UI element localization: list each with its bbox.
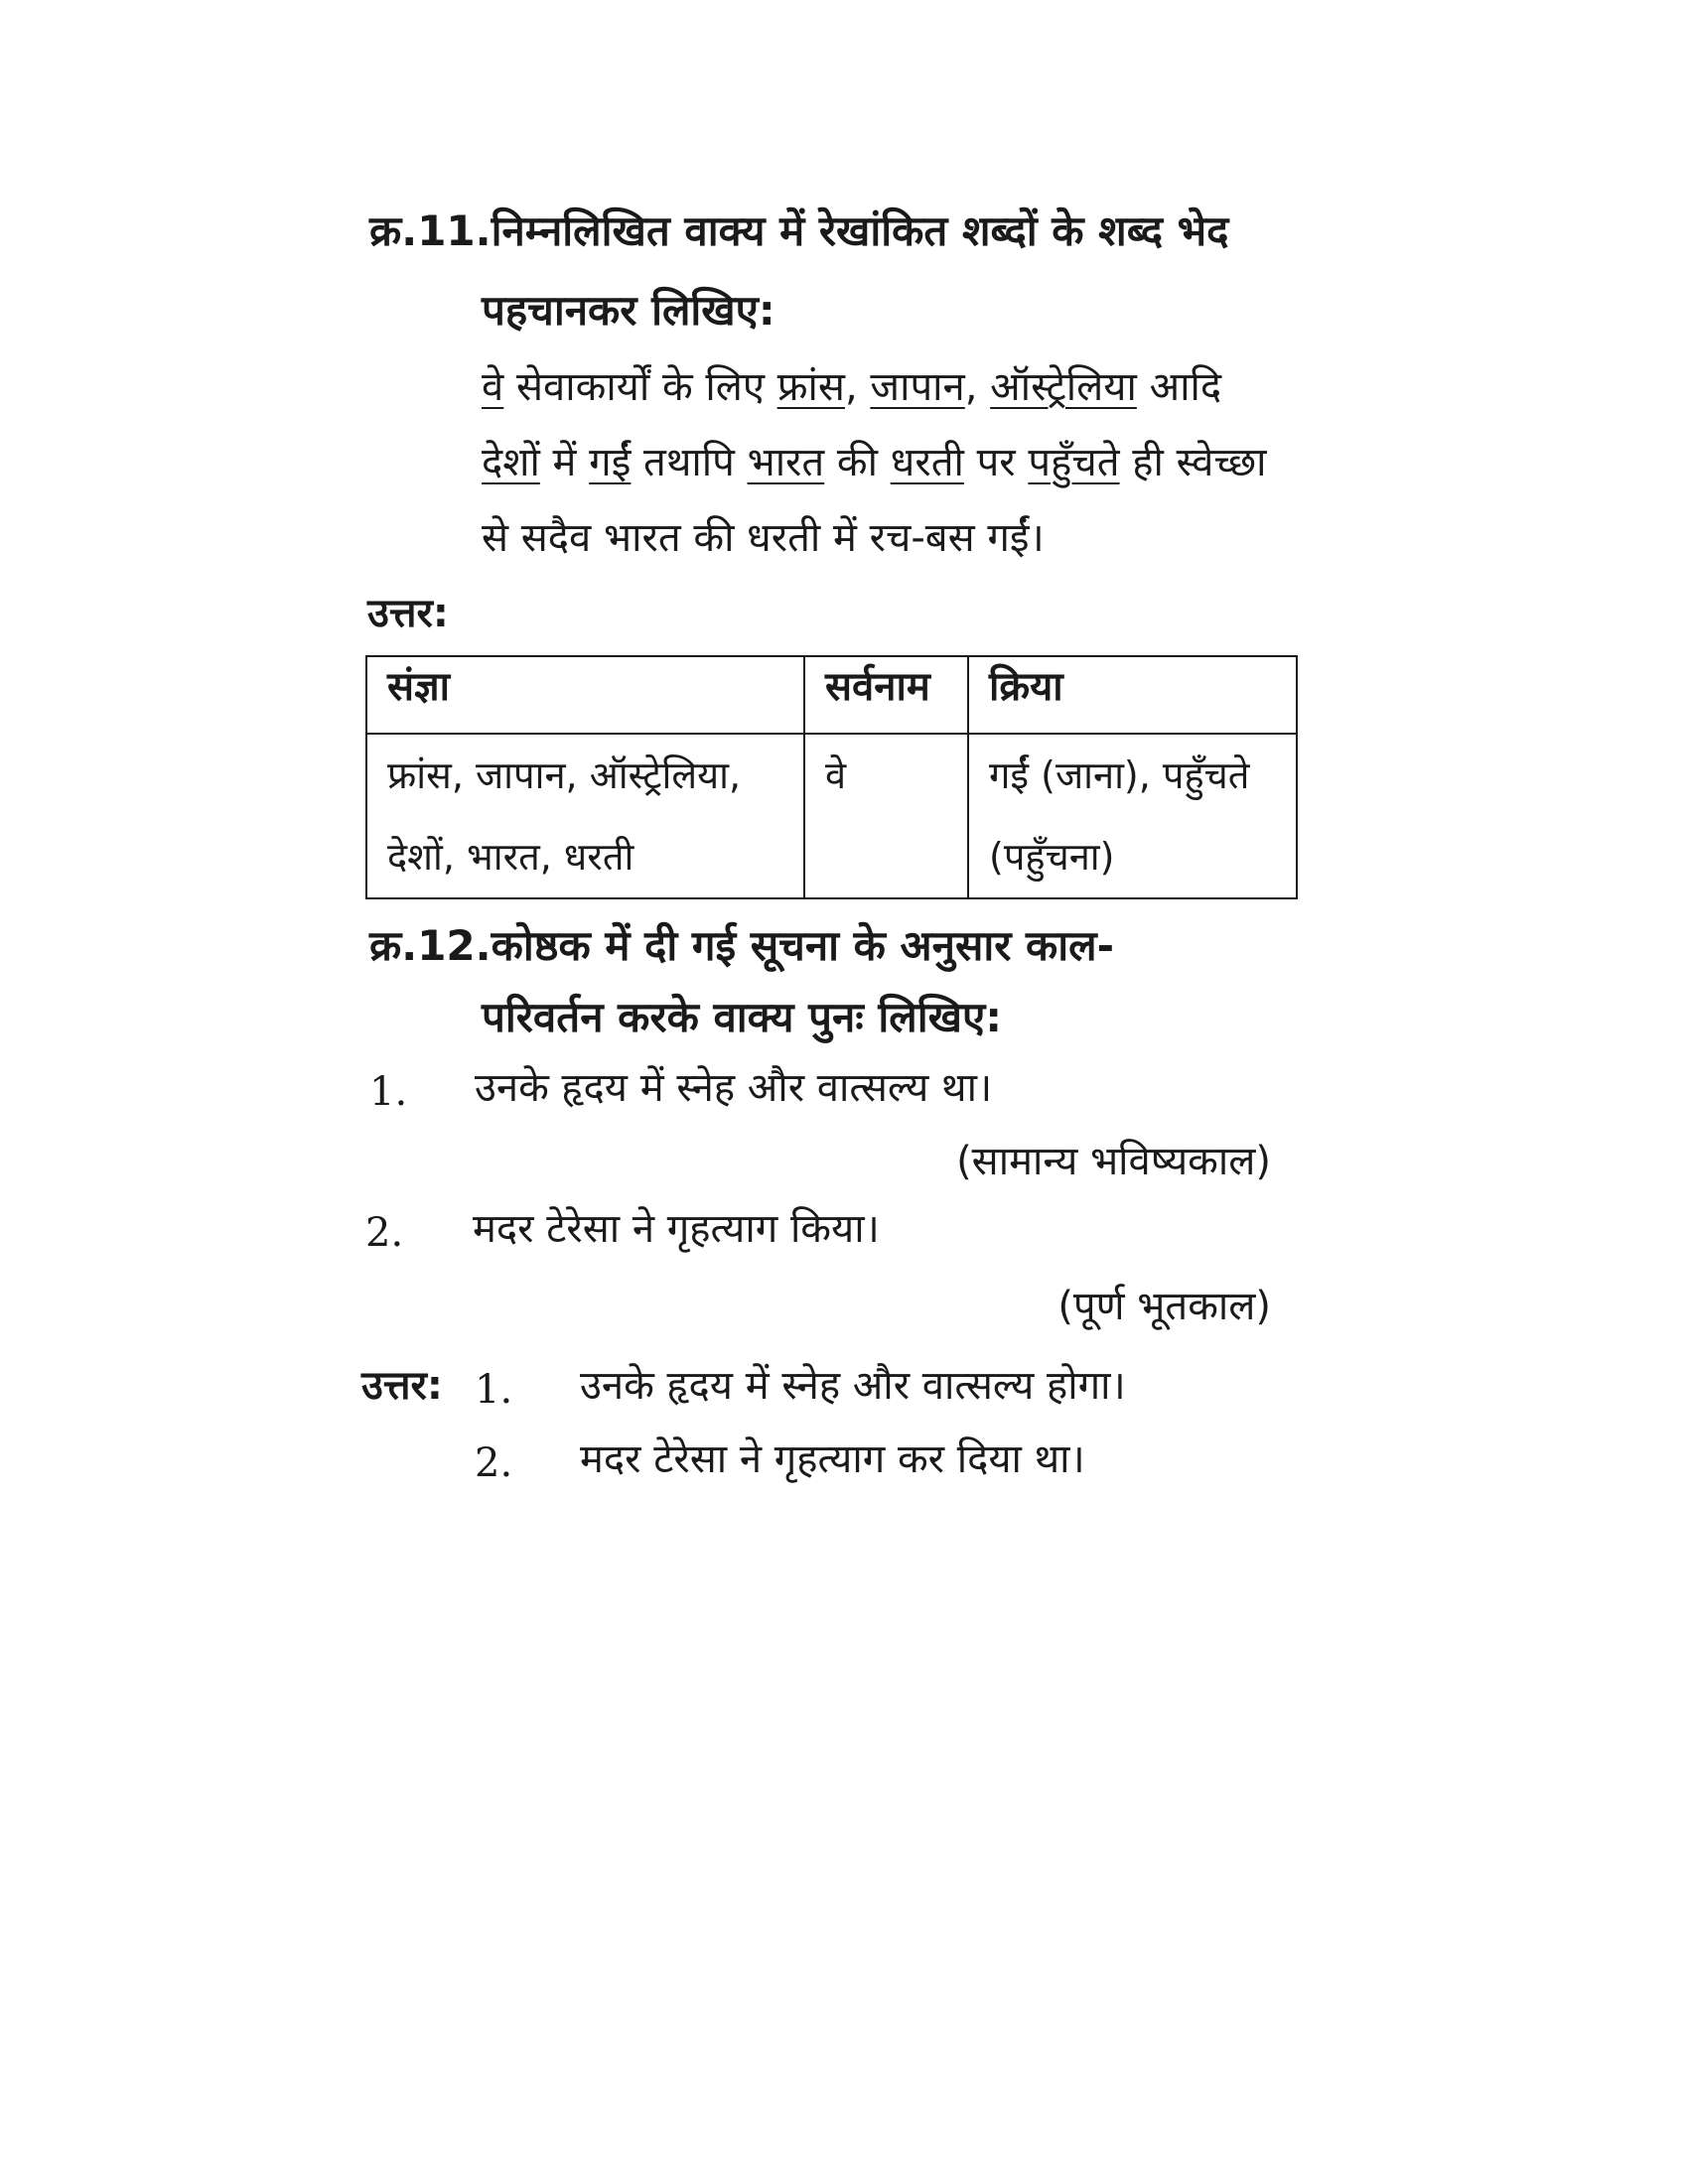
cell-verbs — [968, 734, 1297, 898]
underlined-word: फ्रांस — [776, 364, 845, 410]
q12-item2-number: 2. — [365, 1210, 404, 1256]
q12-answer-label: उत्तर: — [361, 1363, 443, 1409]
underlined-word: ऑस्ट्रेलिया — [990, 364, 1137, 410]
q12-item1-hint: (सामान्य भविष्यकाल) — [956, 1139, 1271, 1184]
plain-text: , — [964, 364, 991, 410]
underlined-word: वे — [482, 364, 504, 410]
cell-pronoun — [804, 734, 968, 898]
plain-text: की — [824, 440, 891, 485]
plain-text: में — [539, 440, 590, 485]
underlined-word: पहुँचते — [1028, 440, 1120, 485]
plain-text: ही स्वेच्छा — [1119, 440, 1267, 485]
q11-title-line1: क्र.11.निम्नलिखित वाक्य में रेखांकित शब्दों के शब्द भेद — [369, 206, 1229, 255]
header-noun: संज्ञा — [366, 656, 804, 734]
plain-text: पर — [963, 440, 1029, 485]
q12-answer1-number: 1. — [475, 1367, 513, 1413]
plain-text: , — [844, 364, 871, 410]
table-header-row — [366, 656, 1297, 734]
cell-pronoun-text: वे — [825, 753, 847, 797]
q11-answer-label: उत्तर: — [367, 591, 449, 636]
q11-paragraph-line1 — [482, 364, 1222, 410]
q11-paragraph-line2 — [482, 440, 1267, 485]
q12-item1-sentence: उनके हृदय में स्नेह और वात्सल्य था। — [475, 1065, 993, 1111]
cell-verbs-line2: (पहुँचना) — [989, 835, 1115, 879]
q12-title-line1: क्र.12.कोष्ठक में दी गई सूचना के अनुसार काल- — [369, 921, 1115, 970]
table-row — [366, 734, 1297, 898]
q12-item2-hint: (पूर्ण भूतकाल) — [1057, 1284, 1271, 1329]
underlined-word: देशों — [482, 440, 540, 485]
cell-nouns — [366, 734, 804, 898]
cell-nouns-line2: देशों, भारत, धरती — [387, 835, 634, 879]
cell-verbs-line1: गईं (जाना), पहुँचते — [989, 753, 1250, 797]
q12-answer2-number: 2. — [475, 1440, 513, 1486]
q12-answer2-sentence: मदर टेरेसा ने गृहत्याग कर दिया था। — [580, 1436, 1085, 1482]
plain-text: सेवाकार्यों के लिए — [503, 364, 777, 410]
header-verb: क्रिया — [968, 656, 1297, 734]
q11-answer-table — [365, 655, 1298, 899]
underlined-word: जापान — [870, 364, 965, 410]
header-pronoun: सर्वनाम — [804, 656, 968, 734]
q12-title-line2: परिवर्तन करके वाक्य पुनः लिखिए: — [482, 993, 1003, 1041]
q11-paragraph-line3: से सदैव भारत की धरती में रच-बस गईं। — [482, 515, 1045, 561]
plain-text: तथापि — [631, 440, 748, 485]
q12-item1-number: 1. — [369, 1069, 408, 1115]
underlined-word: धरती — [890, 440, 964, 485]
q12-answer1-sentence: उनके हृदय में स्नेह और वात्सल्य होगा। — [580, 1363, 1126, 1409]
underlined-word: गईं — [589, 440, 632, 485]
plain-text: आदि — [1136, 364, 1222, 410]
cell-nouns-line1: फ्रांस, जापान, ऑस्ट्रेलिया, — [387, 753, 742, 797]
q11-title-line2: पहचानकर लिखिए: — [482, 286, 775, 335]
underlined-word: भारत — [747, 440, 825, 485]
q12-item2-sentence: मदर टेरेसा ने गृहत्याग किया। — [473, 1206, 880, 1252]
